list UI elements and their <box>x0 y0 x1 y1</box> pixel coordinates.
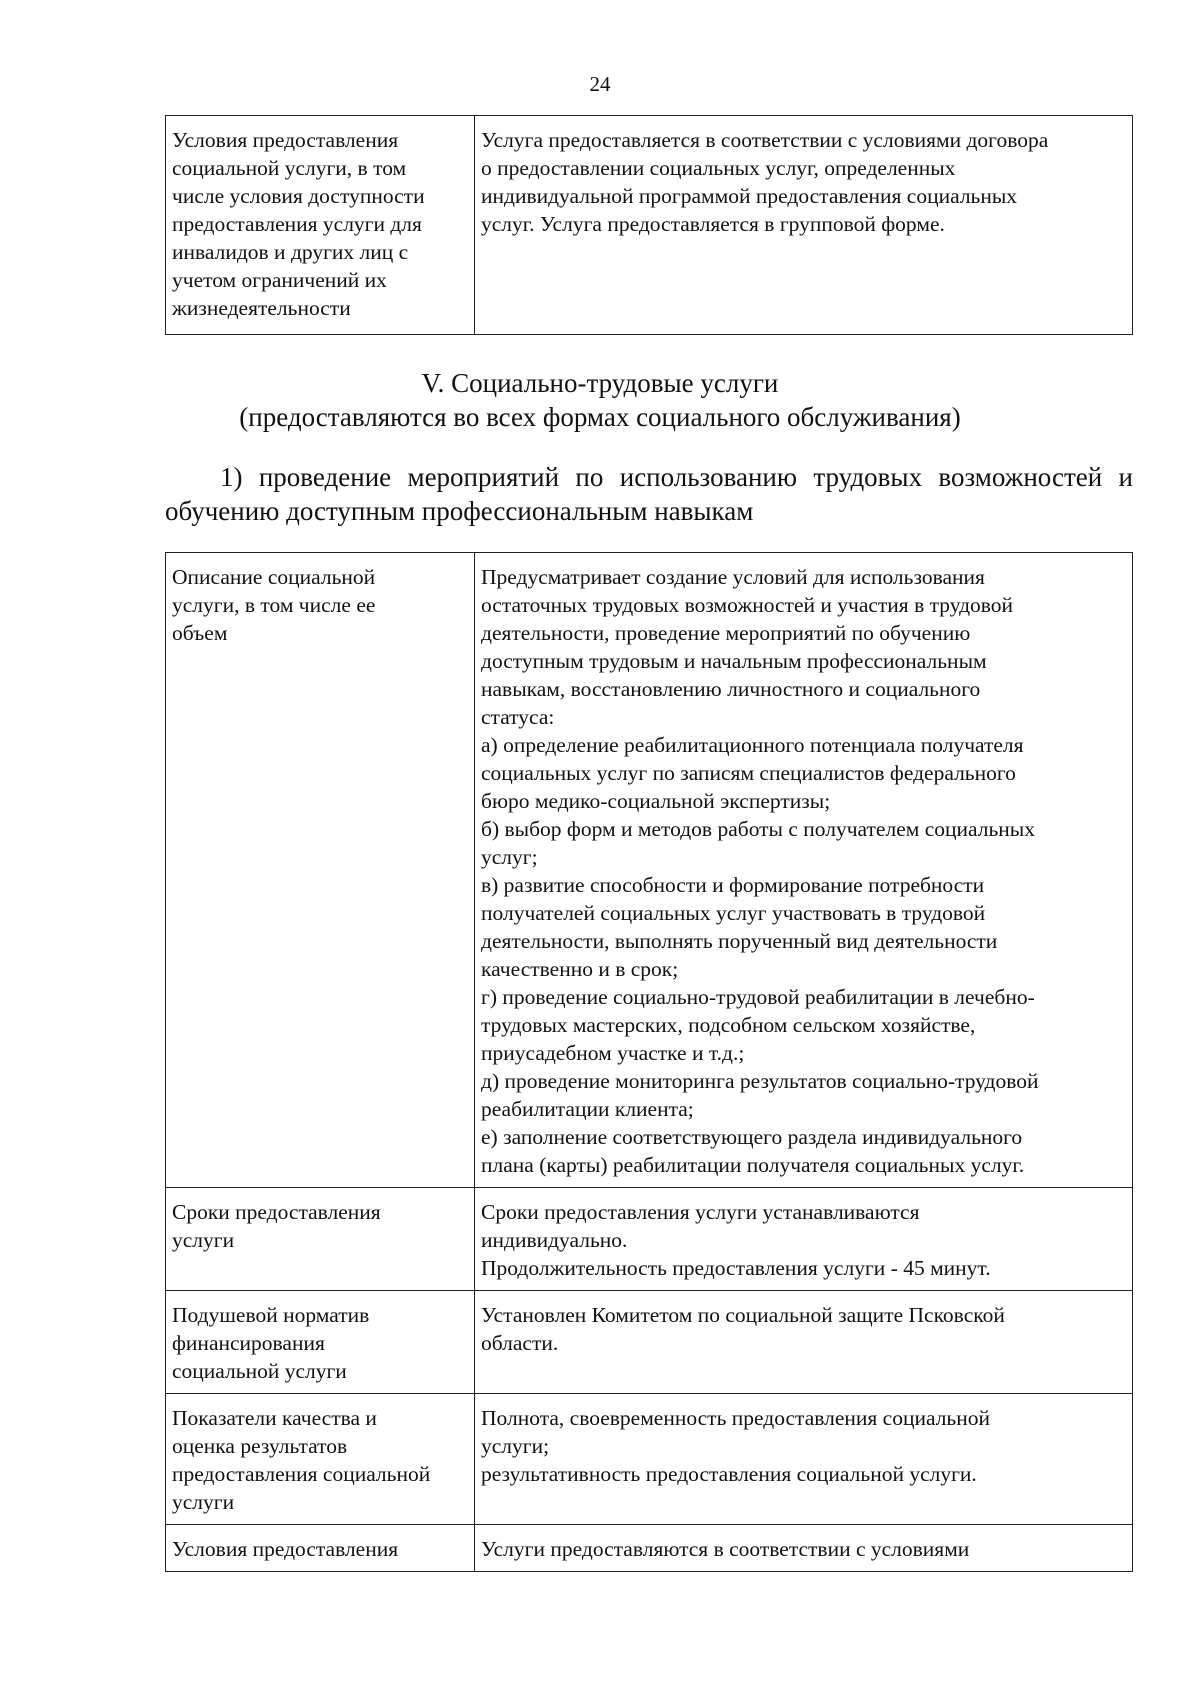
table-row <box>166 1291 1133 1394</box>
service-description-table <box>165 552 1133 1572</box>
row-value: Сроки предоставления услуги устанавливаются индивидуально. Продолжительность предоставления услуги - 45 минут. <box>475 1188 1133 1291</box>
conditions-table <box>165 115 1133 335</box>
subsection-title: 1) проведение мероприятий по использованию трудовых возможностей и обучению доступным профессиональным навыкам <box>165 462 1133 526</box>
row-label: Подушевой норматив финансирования социальной услуги <box>166 1291 475 1394</box>
row-label: Сроки предоставления услуги <box>166 1188 475 1291</box>
row-value: Полнота, своевременность предоставления социальной услуги; результативность предоставления социальной услуги. <box>475 1394 1133 1525</box>
row-label: Условия предоставления <box>166 1525 475 1572</box>
table-row <box>166 116 1133 335</box>
row-label: Описание социальной услуги, в том числе ее объем <box>166 553 475 1188</box>
table-row <box>166 1525 1133 1572</box>
section-heading <box>0 366 1200 434</box>
table-row <box>166 1188 1133 1291</box>
table-row <box>166 553 1133 1188</box>
row-value: Установлен Комитетом по социальной защите Псковской области. <box>475 1291 1133 1394</box>
page-number: 24 <box>589 72 611 96</box>
row-label: Условия предоставления социальной услуги, в том числе условия доступности предоставления услуги для инвалидов и других лиц с учетом ограничений их жизнедеятельности <box>166 116 475 335</box>
row-value: Услуга предоставляется в соответствии с условиями договора о предоставлении социальных услуг, определенных индивидуальной программой предоставления социальных услуг. Услуга предоставляется в групповой форме. <box>475 116 1133 335</box>
section-title: V. Социально-трудовые услуги <box>421 368 779 398</box>
row-value: Предусматривает создание условий для использования остаточных трудовых возможностей и участия в трудовой деятельности, проведение мероприятий по обучению доступным трудовым и начальным профессиональным навыкам, восстановлению личностного и социального статуса: а) определение реабилитационного потенциала получателя социальных услуг по записям специалистов федерального бюро медико-социальной экспертизы; б) выбор форм и методов работы с получателем социальных услуг; в) развитие способности и формирование потребности получателей социальных услуг участвовать в трудовой деятельности, выполнять порученный вид деятельности качественно и в срок; г) проведение социально-трудовой реабилитации в лечебно- трудовых мастерских, подсобном сельском хозяйстве, приусадебном участке и т.д.; д) проведение мониторинга результатов социально-трудовой реабилитации клиента; е) заполнение соответствующего раздела индивидуального плана (карты) реабилитации получателя социальных услуг. <box>475 553 1133 1188</box>
section-subtitle: (предоставляются во всех формах социального обслуживания) <box>239 402 961 432</box>
row-value: Услуги предоставляются в соответствии с условиями <box>475 1525 1133 1572</box>
row-label: Показатели качества и оценка результатов предоставления социальной услуги <box>166 1394 475 1525</box>
table-row <box>166 1394 1133 1525</box>
